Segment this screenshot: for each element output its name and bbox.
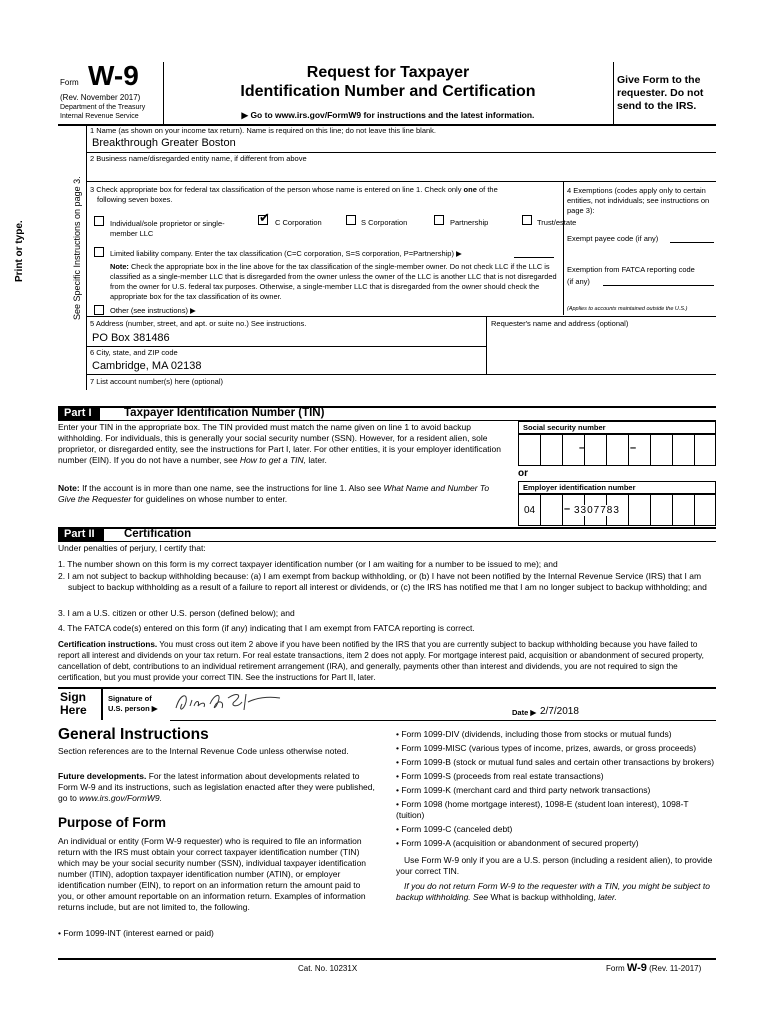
form-label: Form	[60, 78, 79, 87]
name-field[interactable]: Breakthrough Greater Boston	[92, 137, 236, 149]
form-1099-int: • Form 1099-INT (interest earned or paid)	[58, 928, 214, 938]
line2-label: 2 Business name/disregarded entity name, if different from above	[90, 154, 307, 163]
bullet-1098: • Form 1098 (home mortgage interest), 1098-E (student loan interest), 1098-T (tuition)	[396, 799, 689, 820]
cert-item-2: 2. I am not subject to backup withholding because: (a) I am exempt from backup withholding, or (b) I have not been notified by the Internal Revenue Service (IRS) that I am subject to backup withholding as a result of a failure to report all interest or dividends, or (c) the IRS has notified me that I am no longer subject to backup withholding; and	[58, 571, 707, 592]
line1-label: 1 Name (as shown on your income tax return). Name is required on this line; do not leave this line blank.	[90, 126, 437, 135]
footer-form: Form W-9 (Rev. 11-2017)	[606, 962, 702, 974]
form-name: W-9	[88, 60, 139, 91]
bullet-1099-s: • Form 1099-S (proceeds from real estate transactions)	[396, 771, 604, 781]
exemptions-label: 4 Exemptions (codes apply only to certain entities, not individuals; see instructions on page 3):	[567, 186, 710, 215]
purpose-text: An individual or entity (Form W-9 requester) who is required to file an information return with the IRS must obtain your correct taxpayer identification number (TIN) which may be your social security number (SSN), individual taxpayer identification number (ITIN), adoption taxpayer identification number (ATIN), or employer identification number (EIN), to report on an information return the amount paid to you, or other amount reportable on an information return. Examples of information returns include, but are not limited to, the following.	[58, 836, 367, 912]
print-or-type: Print or type.	[14, 220, 25, 282]
llc-note: Note: Check the appropriate box in the line above for the tax classification of the single-member owner. Do not check LLC if the LLC is classified as a single-member LLC that is disregarded from the owner unless the owner of the LLC is another LLC that is not disregarded from the owner for U.S. federal tax purposes. Otherwise, a single-member LLC that is disregarded from the owner should check the appropriate box for the tax classification of its owner.	[110, 262, 557, 301]
title-line-2: Identification Number and Certification	[240, 83, 536, 100]
part1-text: Enter your TIN in the appropriate box. The TIN provided must match the name given on line 1 to avoid backup withholding. For individuals, this is generally your social security number (SSN). However, for a resident alien, sole proprietor, or disregarded entity, see the instructions for Part I, later. For other entities, it is your employer identification number (EIN). If you do not have a number, see How to get a TIN, later.	[58, 422, 501, 465]
bullet-1099-c: • Form 1099-C (canceled debt)	[396, 824, 513, 834]
part2-badge: Part II	[58, 527, 104, 541]
applies-note: (Applies to accounts maintained outside the U.S.)	[567, 306, 688, 312]
cert-item-4: 4. The FATCA code(s) entered on this form (if any) indicating that I am exempt from FATCA reporting is correct.	[58, 623, 475, 633]
perjury-text: Under penalties of perjury, I certify that:	[58, 543, 206, 553]
cert-instructions: Certification instructions. You must cross out item 2 above if you have been notified by the IRS that you are currently subject to backup withholding because you have failed to report all interest and dividends on your tax return. For real estate transactions, item 2 does not apply. For mortgage interest paid, acquisition or abandonment of secured property, cancellation of debt, contributions to an individual retirement arrangement (IRA), and generally, payments other than interest and dividends, you are not required to sign the certification, but you must provide your correct TIN. See the instructions for Part II, later.	[58, 640, 704, 682]
individual-label: Individual/sole proprietor or single-member LLC	[110, 219, 225, 238]
part1-title: Taxpayer Identification Number (TIN)	[124, 407, 325, 419]
address-field[interactable]: PO Box 381486	[92, 332, 170, 344]
give-form-note: Give Form to the requester. Do not send to the IRS.	[617, 74, 704, 112]
individual-checkbox[interactable]	[94, 216, 104, 226]
bullet-1099-div: • Form 1099-DIV (dividends, including those from stocks or mutual funds)	[396, 729, 672, 739]
cert-item-3: 3. I am a U.S. citizen or other U.S. person (defined below); and	[58, 608, 295, 618]
ssn-dash-2: –	[630, 442, 637, 454]
department: Department of the Treasury	[60, 104, 146, 111]
date-field[interactable]: 2/7/2018	[540, 706, 579, 717]
section-references: Section references are to the Internal Revenue Code unless otherwise noted.	[58, 746, 349, 756]
line3-label-cont: following seven boxes.	[97, 195, 173, 204]
title-line-1: Request for Taxpayer	[306, 64, 470, 81]
right-bullets	[396, 729, 716, 903]
line3-label: 3 Check appropriate box for federal tax classification of the person whose name is entered on line 1. Check only one of the	[90, 185, 498, 194]
partnership-label: Partnership	[450, 218, 489, 227]
irs-label: Internal Revenue Service	[60, 113, 139, 120]
other-checkbox[interactable]	[94, 305, 104, 315]
cert-item-1: 1. The number shown on this form is my correct taxpayer identification number (or I am waiting for a number to be issued to me); and	[58, 559, 558, 569]
or-label: or	[518, 468, 528, 479]
ssn-label: Social security number	[523, 423, 606, 432]
catalog-number: Cat. No. 10231X	[298, 964, 358, 973]
future-developments: Future developments. For the latest information about developments related to Form W-9 and its instructions, such as legislation enacted after they were published, go to www.irs.gov/FormW9.	[58, 771, 375, 803]
purpose-title: Purpose of Form	[58, 815, 167, 830]
fatca-label: Exemption from FATCA reporting code (if any)	[567, 265, 695, 286]
ein-suffix: 3307783	[574, 505, 620, 516]
part2-title: Certification	[124, 528, 192, 540]
part1-badge: Part I	[58, 406, 100, 420]
partnership-checkbox[interactable]	[434, 215, 444, 225]
bullet-1099-misc: • Form 1099-MISC (various types of income, prizes, awards, or gross proceeds)	[396, 743, 697, 753]
signature-label-2: U.S. person ▶	[108, 704, 158, 713]
general-instructions-title: General Instructions	[58, 726, 209, 743]
account-number-field[interactable]	[92, 389, 292, 401]
other-label: Other (see instructions) ▶	[110, 306, 196, 315]
signature-label-1: Signature of	[108, 694, 152, 703]
trust-estate-label: Trust/estate	[537, 218, 577, 227]
check-mark-icon: ✔	[259, 210, 270, 225]
if-you-do-not-return: If you do not return Form W-9 to the requester with a TIN, you might be subject to backup withholding. See What is backup withholding, later.	[396, 881, 710, 902]
signature-image[interactable]	[172, 688, 282, 718]
s-corporation-label: S Corporation	[361, 218, 408, 227]
trust-estate-checkbox[interactable]	[522, 215, 532, 225]
bullet-1099-a: • Form 1099-A (acquisition or abandonment of secured property)	[396, 838, 639, 848]
ein-dash: –	[564, 503, 571, 515]
part1-note: Note: If the account is in more than one name, see the instructions for line 1. Also see What Name and Number To Give the Requester for guidelines on whose number to enter.	[58, 483, 490, 504]
bullet-1099-k: • Form 1099-K (merchant card and third party network transactions)	[396, 785, 651, 795]
ssn-field[interactable]	[518, 434, 716, 466]
bullet-1099-b: • Form 1099-B (stock or mutual fund sales and certain other transactions by brokers)	[396, 757, 715, 767]
s-corporation-checkbox[interactable]	[346, 215, 356, 225]
city-state-zip-field[interactable]: Cambridge, MA 02138	[92, 360, 202, 372]
use-form-w9: Use Form W-9 only if you are a U.S. person (including a resident alien), to provide your correct TIN.	[396, 855, 713, 876]
date-label: Date ▶	[512, 708, 537, 717]
c-corporation-label: C Corporation	[275, 218, 322, 227]
revision: (Rev. November 2017)	[60, 93, 141, 102]
here-label: Here	[60, 703, 87, 717]
ein-label: Employer identification number	[523, 483, 636, 492]
c-corporation-checkbox[interactable]	[258, 210, 270, 225]
ein-prefix: 04	[524, 505, 536, 516]
sign-label: Sign	[60, 690, 86, 704]
ssn-dash-1: –	[579, 442, 586, 454]
line7-label: 7 List account number(s) here (optional)	[90, 377, 223, 386]
exempt-payee-label: Exempt payee code (if any)	[567, 234, 659, 243]
llc-checkbox[interactable]	[94, 247, 104, 257]
goto-instructions: ▶ Go to www.irs.gov/FormW9 for instructions and the latest information.	[241, 110, 535, 120]
requester-label: Requester's name and address (optional)	[491, 319, 629, 328]
see-specific-instructions: See Specific Instructions on page 3.	[72, 176, 82, 320]
line5-label: 5 Address (number, street, and apt. or suite no.) See instructions.	[90, 319, 307, 328]
line6-label: 6 City, state, and ZIP code	[90, 348, 178, 357]
llc-label: Limited liability company. Enter the tax classification (C=C corporation, S=S corporation, P=Partnership) ▶	[110, 249, 462, 258]
